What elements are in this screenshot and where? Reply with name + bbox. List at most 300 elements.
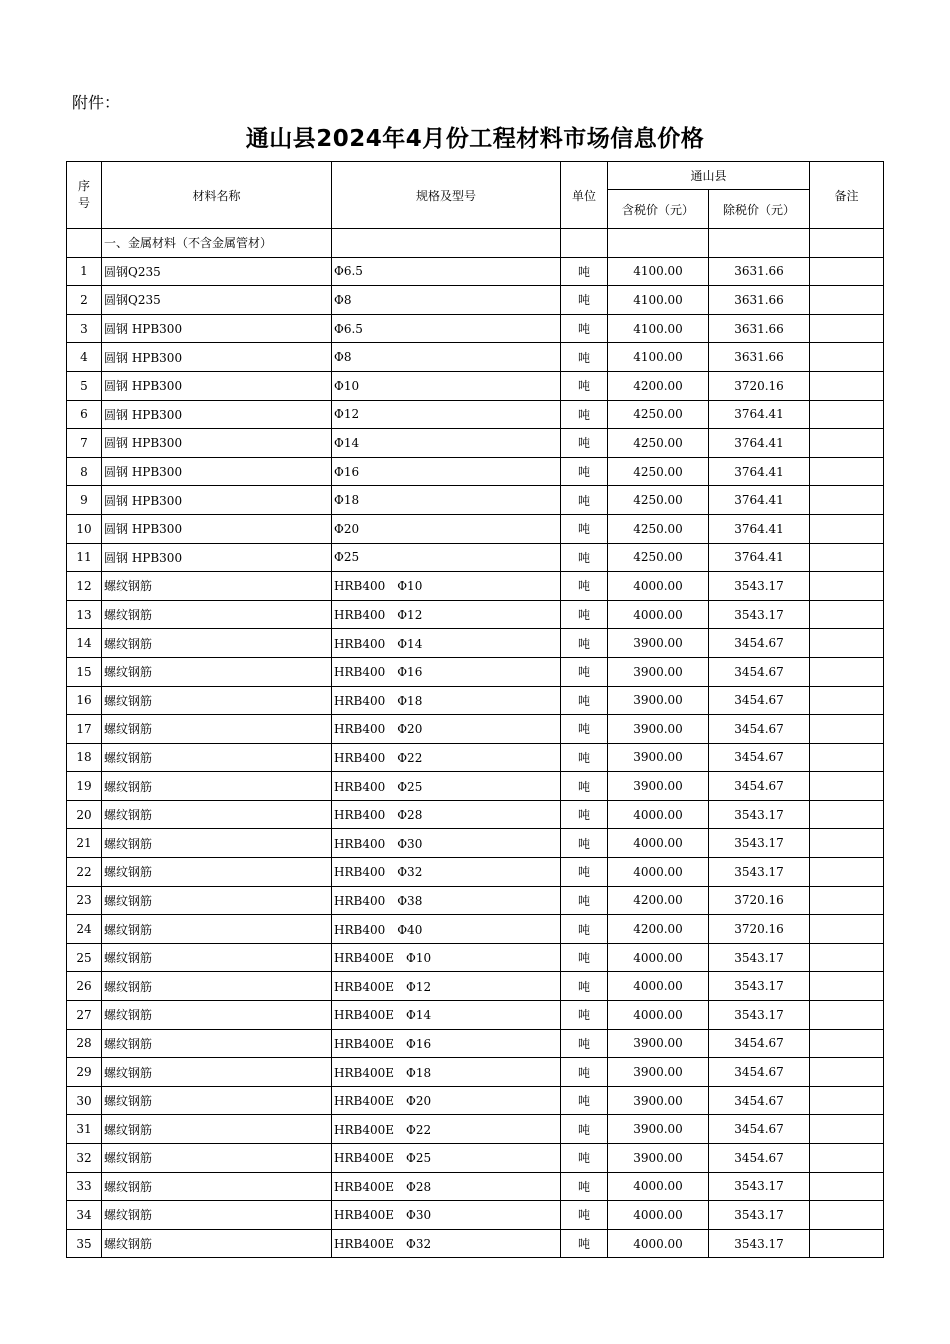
cell-unit: 吨 [561,429,608,458]
cell-price-tax: 3900.00 [608,629,709,658]
cell-spec: HRB400E Φ22 [332,1115,561,1144]
cell-price-notax: 3543.17 [709,572,810,601]
cell-remark [810,1172,884,1201]
cell-unit: 吨 [561,915,608,944]
header-seq-line1: 序 [77,179,90,193]
cell-spec: HRB400E Φ12 [332,972,561,1001]
cell-remark [810,400,884,429]
cell-price-notax: 3631.66 [709,286,810,315]
cell-unit: 吨 [561,1172,608,1201]
cell-material-name: 螺纹钢筋 [102,1086,332,1115]
cell-unit: 吨 [561,1201,608,1230]
cell-seq: 20 [67,800,102,829]
cell-price-notax: 3454.67 [709,1029,810,1058]
table-row [67,1001,884,1030]
cell-seq: 22 [67,858,102,887]
cell-seq: 2 [67,286,102,315]
cell-material-name: 螺纹钢筋 [102,1001,332,1030]
cell-spec: HRB400E Φ28 [332,1172,561,1201]
table-row [67,1172,884,1201]
cell-unit: 吨 [561,514,608,543]
cell-seq: 28 [67,1029,102,1058]
cell-remark [810,543,884,572]
cell-seq: 27 [67,1001,102,1030]
cell-unit: 吨 [561,972,608,1001]
table-row [67,257,884,286]
cell-price-tax: 4000.00 [608,972,709,1001]
cell-remark [810,257,884,286]
cell-price-notax: 3454.67 [709,1058,810,1087]
cell-spec: HRB400E Φ20 [332,1086,561,1115]
cell-remark [810,886,884,915]
cell-price-notax: 3631.66 [709,257,810,286]
cell-unit: 吨 [561,858,608,887]
cell-seq: 19 [67,772,102,801]
section-row [67,229,884,258]
cell-price-notax: 3543.17 [709,600,810,629]
table-row [67,1029,884,1058]
cell-spec: Φ20 [332,514,561,543]
cell-seq: 13 [67,600,102,629]
cell-unit: 吨 [561,1144,608,1173]
cell-seq: 10 [67,514,102,543]
cell-seq: 24 [67,915,102,944]
table-row [67,972,884,1001]
header-seq [67,162,102,229]
cell-remark [810,629,884,658]
cell-spec: HRB400 Φ40 [332,915,561,944]
cell-spec: HRB400E Φ10 [332,943,561,972]
cell-seq: 21 [67,829,102,858]
cell-spec: HRB400 Φ22 [332,743,561,772]
cell-remark [810,772,884,801]
cell-seq: 7 [67,429,102,458]
cell-price-tax: 3900.00 [608,1058,709,1087]
table-row [67,600,884,629]
cell-remark [810,1201,884,1230]
header-remark: 备注 [810,162,884,229]
cell-seq: 35 [67,1229,102,1258]
cell-remark [810,600,884,629]
cell-seq: 17 [67,715,102,744]
table-row [67,829,884,858]
table-row [67,1229,884,1258]
cell-material-name: 螺纹钢筋 [102,800,332,829]
section-empty-cell [810,229,884,258]
cell-seq: 5 [67,371,102,400]
cell-unit: 吨 [561,1086,608,1115]
section-seq-cell [67,229,102,258]
cell-unit: 吨 [561,314,608,343]
cell-price-tax: 4100.00 [608,257,709,286]
cell-price-tax: 4250.00 [608,514,709,543]
section-empty-cell [332,229,561,258]
cell-price-notax: 3543.17 [709,943,810,972]
cell-material-name: 螺纹钢筋 [102,686,332,715]
cell-price-tax: 3900.00 [608,1115,709,1144]
cell-price-tax: 4000.00 [608,1001,709,1030]
cell-seq: 34 [67,1201,102,1230]
cell-price-tax: 3900.00 [608,1029,709,1058]
table-row [67,429,884,458]
table-row [67,371,884,400]
cell-seq: 31 [67,1115,102,1144]
cell-price-notax: 3543.17 [709,1001,810,1030]
cell-seq: 16 [67,686,102,715]
cell-price-notax: 3454.67 [709,743,810,772]
cell-spec: HRB400E Φ16 [332,1029,561,1058]
cell-unit: 吨 [561,1058,608,1087]
cell-material-name: 圆钢 HPB300 [102,343,332,372]
cell-spec: HRB400E Φ18 [332,1058,561,1087]
header-price-tax: 含税价（元） [608,190,709,229]
cell-price-tax: 4000.00 [608,829,709,858]
cell-price-notax: 3764.41 [709,514,810,543]
table-row [67,314,884,343]
table-row [67,629,884,658]
cell-remark [810,686,884,715]
cell-price-notax: 3764.41 [709,400,810,429]
cell-price-tax: 4250.00 [608,486,709,515]
table-row [67,457,884,486]
cell-unit: 吨 [561,886,608,915]
cell-material-name: 圆钢 HPB300 [102,371,332,400]
cell-unit: 吨 [561,1029,608,1058]
cell-unit: 吨 [561,486,608,515]
cell-remark [810,1086,884,1115]
cell-price-tax: 4000.00 [608,600,709,629]
cell-unit: 吨 [561,657,608,686]
cell-remark [810,1001,884,1030]
cell-spec: HRB400 Φ16 [332,657,561,686]
cell-seq: 32 [67,1144,102,1173]
cell-remark [810,343,884,372]
cell-price-tax: 4000.00 [608,1172,709,1201]
cell-material-name: 螺纹钢筋 [102,1201,332,1230]
cell-seq: 18 [67,743,102,772]
cell-unit: 吨 [561,600,608,629]
cell-remark [810,972,884,1001]
cell-price-notax: 3454.67 [709,715,810,744]
cell-remark [810,829,884,858]
cell-unit: 吨 [561,686,608,715]
cell-seq: 9 [67,486,102,515]
cell-price-notax: 3543.17 [709,858,810,887]
cell-price-tax: 4000.00 [608,1201,709,1230]
cell-unit: 吨 [561,400,608,429]
cell-price-tax: 4000.00 [608,572,709,601]
cell-price-notax: 3454.67 [709,1115,810,1144]
cell-seq: 8 [67,457,102,486]
cell-material-name: 圆钢 HPB300 [102,400,332,429]
cell-material-name: 圆钢 HPB300 [102,514,332,543]
cell-spec: HRB400E Φ14 [332,1001,561,1030]
cell-remark [810,743,884,772]
cell-unit: 吨 [561,371,608,400]
cell-material-name: 螺纹钢筋 [102,1172,332,1201]
table-row [67,1144,884,1173]
cell-material-name: 螺纹钢筋 [102,943,332,972]
cell-price-tax: 4100.00 [608,314,709,343]
cell-price-notax: 3764.41 [709,543,810,572]
cell-remark [810,715,884,744]
table-row [67,858,884,887]
section-empty-cell [561,229,608,258]
cell-price-notax: 3631.66 [709,314,810,343]
table-row [67,1086,884,1115]
cell-unit: 吨 [561,629,608,658]
cell-price-notax: 3543.17 [709,1172,810,1201]
cell-material-name: 螺纹钢筋 [102,1144,332,1173]
cell-material-name: 螺纹钢筋 [102,1058,332,1087]
cell-spec: Φ8 [332,343,561,372]
cell-spec: HRB400 Φ18 [332,686,561,715]
cell-seq: 33 [67,1172,102,1201]
cell-seq: 26 [67,972,102,1001]
cell-unit: 吨 [561,715,608,744]
header-unit: 单位 [561,162,608,229]
cell-price-notax: 3543.17 [709,800,810,829]
table-row [67,572,884,601]
cell-price-notax: 3720.16 [709,371,810,400]
cell-material-name: 螺纹钢筋 [102,858,332,887]
cell-seq: 12 [67,572,102,601]
table-row [67,657,884,686]
cell-seq: 6 [67,400,102,429]
table-row [67,772,884,801]
cell-seq: 25 [67,943,102,972]
attachment-label: 附件： [72,93,121,112]
table-row [67,943,884,972]
cell-price-tax: 4200.00 [608,371,709,400]
cell-price-tax: 4200.00 [608,886,709,915]
cell-price-tax: 4250.00 [608,400,709,429]
cell-spec: HRB400 Φ28 [332,800,561,829]
cell-remark [810,514,884,543]
cell-unit: 吨 [561,943,608,972]
section-empty-cell [608,229,709,258]
cell-price-tax: 4250.00 [608,429,709,458]
table-row [67,715,884,744]
cell-spec: HRB400 Φ20 [332,715,561,744]
header-spec: 规格及型号 [332,162,561,229]
cell-price-tax: 3900.00 [608,1086,709,1115]
cell-remark [810,457,884,486]
cell-remark [810,429,884,458]
cell-material-name: 螺纹钢筋 [102,657,332,686]
cell-price-notax: 3720.16 [709,915,810,944]
cell-price-notax: 3454.67 [709,1086,810,1115]
cell-unit: 吨 [561,572,608,601]
cell-price-notax: 3454.67 [709,657,810,686]
cell-material-name: 螺纹钢筋 [102,829,332,858]
cell-unit: 吨 [561,457,608,486]
table-row [67,400,884,429]
cell-remark [810,1029,884,1058]
cell-price-tax: 4000.00 [608,943,709,972]
cell-price-notax: 3454.67 [709,686,810,715]
cell-seq: 11 [67,543,102,572]
cell-material-name: 圆钢 HPB300 [102,314,332,343]
cell-unit: 吨 [561,286,608,315]
cell-price-tax: 4000.00 [608,858,709,887]
cell-price-tax: 3900.00 [608,743,709,772]
cell-price-tax: 3900.00 [608,657,709,686]
cell-price-notax: 3764.41 [709,486,810,515]
cell-remark [810,1144,884,1173]
cell-material-name: 圆钢 HPB300 [102,457,332,486]
header-price-notax: 除税价（元） [709,190,810,229]
cell-spec: Φ18 [332,486,561,515]
cell-material-name: 圆钢Q235 [102,257,332,286]
table-row [67,1201,884,1230]
table-row [67,514,884,543]
cell-remark [810,858,884,887]
cell-remark [810,657,884,686]
cell-material-name: 螺纹钢筋 [102,1029,332,1058]
cell-material-name: 螺纹钢筋 [102,1115,332,1144]
cell-unit: 吨 [561,772,608,801]
cell-price-notax: 3631.66 [709,343,810,372]
cell-unit: 吨 [561,743,608,772]
cell-spec: HRB400 Φ12 [332,600,561,629]
cell-unit: 吨 [561,1115,608,1144]
cell-price-notax: 3454.67 [709,629,810,658]
table-row [67,1115,884,1144]
cell-remark [810,286,884,315]
cell-unit: 吨 [561,543,608,572]
cell-seq: 3 [67,314,102,343]
cell-seq: 30 [67,1086,102,1115]
cell-seq: 29 [67,1058,102,1087]
cell-price-notax: 3764.41 [709,457,810,486]
table-row [67,343,884,372]
cell-spec: HRB400E Φ30 [332,1201,561,1230]
cell-price-notax: 3764.41 [709,429,810,458]
cell-spec: HRB400 Φ14 [332,629,561,658]
price-table [66,161,884,1258]
cell-spec: HRB400 Φ25 [332,772,561,801]
cell-remark [810,1058,884,1087]
cell-spec: Φ6.5 [332,314,561,343]
cell-spec: HRB400 Φ10 [332,572,561,601]
cell-spec: HRB400 Φ30 [332,829,561,858]
cell-remark [810,915,884,944]
table-row [67,286,884,315]
cell-spec: Φ14 [332,429,561,458]
table-row [67,543,884,572]
page-title: 通山县2024年4月份工程材料市场信息价格 [245,126,705,152]
cell-price-tax: 4000.00 [608,1229,709,1258]
cell-material-name: 圆钢 HPB300 [102,543,332,572]
cell-spec: Φ6.5 [332,257,561,286]
cell-material-name: 螺纹钢筋 [102,629,332,658]
cell-spec: Φ12 [332,400,561,429]
cell-material-name: 圆钢Q235 [102,286,332,315]
cell-spec: Φ16 [332,457,561,486]
cell-remark [810,572,884,601]
section-empty-cell [709,229,810,258]
cell-price-tax: 3900.00 [608,686,709,715]
table-row [67,1058,884,1087]
cell-price-tax: 4000.00 [608,800,709,829]
cell-spec: HRB400E Φ25 [332,1144,561,1173]
cell-seq: 15 [67,657,102,686]
cell-material-name: 螺纹钢筋 [102,572,332,601]
table-row [67,743,884,772]
cell-seq: 1 [67,257,102,286]
section-title: 一、金属材料（不含金属管材） [102,229,332,258]
cell-remark [810,371,884,400]
cell-unit: 吨 [561,343,608,372]
cell-price-tax: 4200.00 [608,915,709,944]
cell-price-notax: 3543.17 [709,1201,810,1230]
cell-spec: Φ10 [332,371,561,400]
cell-remark [810,1229,884,1258]
cell-remark [810,314,884,343]
cell-material-name: 螺纹钢筋 [102,772,332,801]
cell-spec: HRB400 Φ38 [332,886,561,915]
table-row [67,886,884,915]
cell-unit: 吨 [561,257,608,286]
cell-price-tax: 3900.00 [608,772,709,801]
cell-spec: Φ25 [332,543,561,572]
cell-price-tax: 3900.00 [608,1144,709,1173]
cell-price-notax: 3543.17 [709,1229,810,1258]
cell-spec: Φ8 [332,286,561,315]
cell-remark [810,1115,884,1144]
cell-price-tax: 4250.00 [608,457,709,486]
cell-seq: 4 [67,343,102,372]
cell-material-name: 螺纹钢筋 [102,886,332,915]
cell-price-notax: 3454.67 [709,1144,810,1173]
header-region: 通山县 [608,162,810,190]
table-row [67,915,884,944]
cell-material-name: 螺纹钢筋 [102,1229,332,1258]
cell-material-name: 螺纹钢筋 [102,715,332,744]
cell-spec: HRB400E Φ32 [332,1229,561,1258]
cell-price-notax: 3720.16 [709,886,810,915]
cell-seq: 23 [67,886,102,915]
table-row [67,486,884,515]
cell-material-name: 圆钢 HPB300 [102,486,332,515]
cell-price-tax: 4100.00 [608,343,709,372]
cell-remark [810,800,884,829]
cell-remark [810,486,884,515]
table-header [67,162,884,229]
cell-material-name: 螺纹钢筋 [102,743,332,772]
cell-material-name: 螺纹钢筋 [102,972,332,1001]
cell-price-tax: 4250.00 [608,543,709,572]
table-row [67,800,884,829]
header-seq-line2: 号 [77,196,90,210]
cell-price-tax: 3900.00 [608,715,709,744]
cell-price-notax: 3454.67 [709,772,810,801]
cell-price-notax: 3543.17 [709,829,810,858]
cell-remark [810,943,884,972]
cell-unit: 吨 [561,1001,608,1030]
header-name: 材料名称 [102,162,332,229]
cell-price-tax: 4100.00 [608,286,709,315]
cell-material-name: 螺纹钢筋 [102,600,332,629]
cell-unit: 吨 [561,829,608,858]
cell-price-notax: 3543.17 [709,972,810,1001]
cell-spec: HRB400 Φ32 [332,858,561,887]
cell-material-name: 螺纹钢筋 [102,915,332,944]
cell-seq: 14 [67,629,102,658]
cell-unit: 吨 [561,1229,608,1258]
cell-material-name: 圆钢 HPB300 [102,429,332,458]
